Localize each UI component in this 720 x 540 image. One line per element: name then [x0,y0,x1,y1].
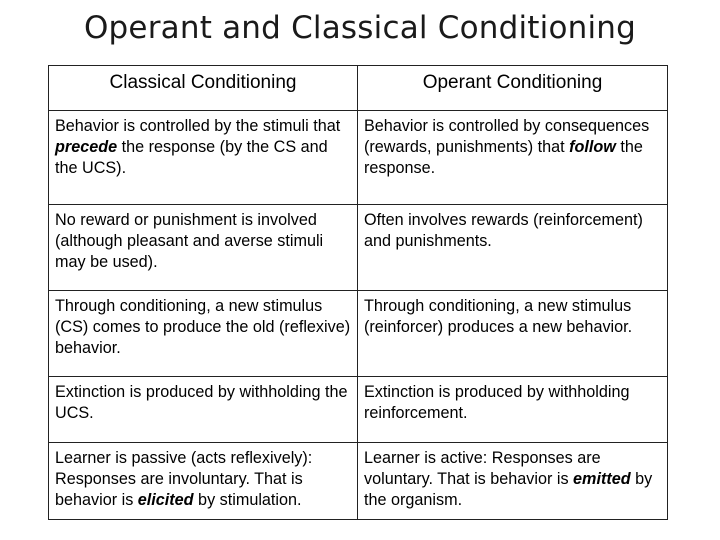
cell-text: Learner is active: Responses are voluntary. That is behavior is [364,449,601,488]
cell-text: Learner is passive (acts reflexively): Responses are involuntary. That is behavior is [55,449,313,509]
emphasis-text: precede [55,138,118,156]
table-header-row [49,66,668,111]
table-row [49,205,668,291]
classical-cell [49,291,358,377]
comparison-table [48,65,668,520]
emphasis-text: follow [569,138,616,156]
cell-text: No reward or punishment is involved (although pleasant and averse stimuli may be used). [55,211,324,271]
table-row [49,111,668,205]
operant-cell [358,205,668,291]
table-row [49,377,668,443]
classical-cell [49,443,358,520]
cell-text: Through conditioning, a new stimulus (reinforcer) produces a new behavior. [364,297,633,336]
slide-title: Operant and Classical Conditioning [83,10,637,46]
cell-text: Behavior is controlled by the stimuli that [55,117,341,135]
operant-cell [358,111,668,205]
operant-cell [358,443,668,520]
cell-text: by stimulation. [193,491,302,509]
classical-cell [49,377,358,443]
cell-text: the response (by the CS and the UCS). [55,138,328,177]
cell-text: Behavior is controlled by consequences (rewards, punishments) that [364,117,650,156]
cell-text: Often involves rewards (reinforcement) and punishments. [364,211,643,250]
cell-text: Extinction is produced by withholding reinforcement. [364,383,630,422]
cell-text: Extinction is produced by withholding the UCS. [55,383,348,422]
emphasis-text: elicited [137,491,194,509]
classical-cell [49,205,358,291]
operant-cell [358,377,668,443]
emphasis-text: emitted [573,470,631,488]
header-operant-conditioning: Operant Conditioning [358,66,668,111]
header-classical-conditioning: Classical Conditioning [49,66,358,111]
operant-cell [358,291,668,377]
cell-text: Through conditioning, a new stimulus (CS) comes to produce the old (reflexive) behavior. [55,297,351,357]
cell-text: by the organism. [364,470,653,509]
cell-text: the response. [364,138,643,177]
table-row [49,443,668,520]
classical-cell [49,111,358,205]
table-row [49,291,668,377]
